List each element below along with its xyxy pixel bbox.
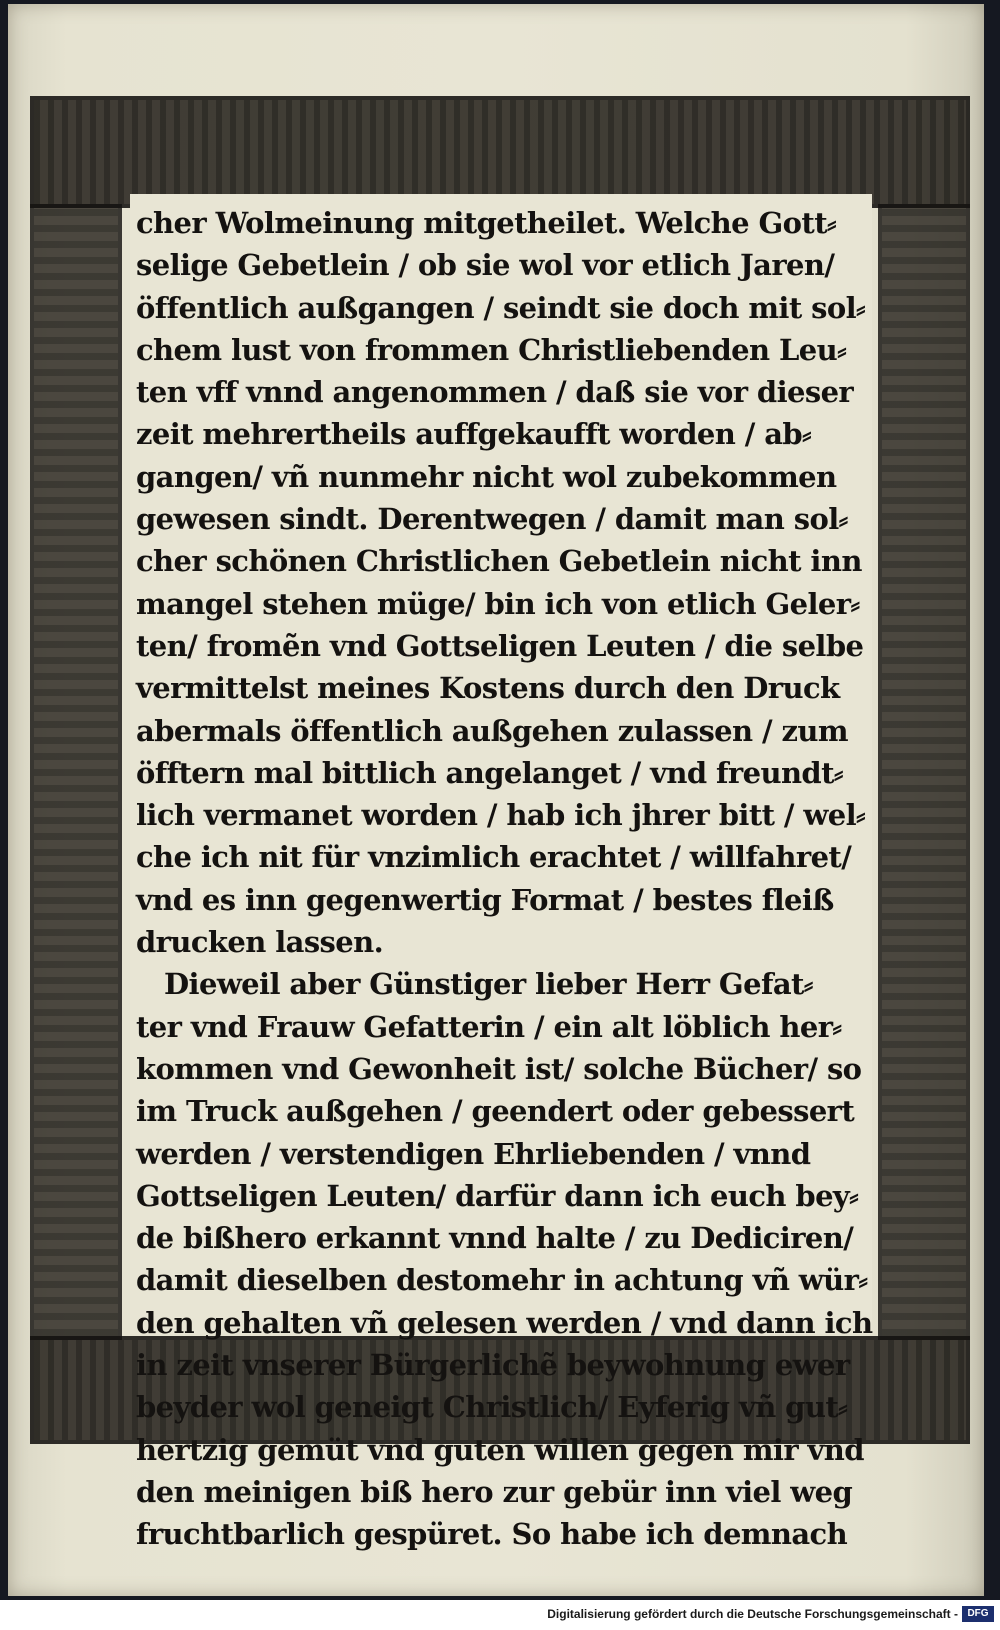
text-line: beyder wol geneigt Christlich/ Eyferig vñ gut⸗ (136, 1390, 848, 1425)
text-line: ter vnd Frauw Gefatterin / ein alt löblich her⸗ (136, 1009, 842, 1044)
footer-bar (0, 1600, 1000, 1630)
text-line: öffentlich außgangen / seindt sie doch mit sol⸗ (136, 290, 866, 325)
ornamental-border-right (878, 204, 970, 1340)
text-line: öfftern mal bittlich angelanget / vnd freundt⸗ (136, 755, 843, 790)
text-line: de bißhero erkannt vnnd halte / zu Dediciren/ (136, 1221, 854, 1256)
text-line: ten/ fromẽn vnd Gottseligen Leuten / die selbe (136, 628, 864, 663)
text-line: lich vermanet worden / hab ich jhrer bitt / wel⸗ (136, 798, 866, 833)
text-line: zeit mehrertheils auffgekaufft worden / ab⸗ (136, 417, 812, 452)
text-line: damit dieselben destomehr in achtung vñ wür⸗ (136, 1263, 868, 1298)
dfg-credit-text: Digitalisierung gefördert durch die Deutsche Forschungsgemeinschaft - (547, 1607, 958, 1621)
text-line: vnd es inn gegenwertig Format / bestes fleiß (136, 882, 834, 917)
text-line: che ich nit für vnzimlich erachtet / willfahret/ (136, 840, 852, 875)
ornamental-border-left (30, 204, 122, 1340)
text-line: werden / verstendigen Ehrliebenden / vnnd (136, 1136, 811, 1171)
text-line: hertzig gemüt vnd guten willen gegen mir vnd (136, 1432, 864, 1467)
text-line: gangen/ vñ nunmehr nicht wol zubekommen (136, 459, 837, 494)
text-line: cher Wolmeinung mitgetheilet. Welche Gott⸗ (136, 206, 837, 240)
text-line: gewesen sindt. Derentwegen / damit man sol⸗ (136, 502, 848, 537)
text-line: abermals öffentlich außgehen zulassen / zum (136, 713, 848, 748)
text-line: in zeit vnserer Bürgerlichẽ beywohnung ewer (136, 1348, 850, 1383)
text-line: den gehalten vñ gelesen werden / vnd dann ich (136, 1305, 873, 1340)
text-line: drucken lassen. (136, 925, 384, 960)
text-block (130, 194, 873, 1552)
text-line: den meinigen biß hero zur gebür inn viel weg (136, 1474, 853, 1509)
text-line: vermittelst meines Kostens durch den Druck (136, 671, 840, 706)
text-line: selige Gebetlein / ob sie wol vor etlich Jaren/ (136, 248, 835, 283)
text-line: chem lust von frommen Christliebenden Leu⸗ (136, 332, 847, 367)
book-page (8, 4, 984, 1596)
text-line: cher schönen Christlichen Gebetlein nicht inn (136, 544, 862, 579)
text-line: im Truck außgehen / geendert oder gebessert (136, 1094, 855, 1129)
text-line: kommen vnd Gewonheit ist/ solche Bücher/ so (136, 1051, 862, 1086)
text-line: Dieweil aber Günstiger lieber Herr Gefat⸗ (164, 967, 813, 1002)
dfg-logo: DFG (962, 1606, 994, 1622)
ornamental-border-top (30, 96, 970, 208)
text-line: ten vff vnnd angenommen / daß sie vor dieser (136, 375, 854, 410)
text-line: mangel stehen müge/ bin ich von etlich Geler⸗ (136, 586, 860, 621)
text-line: Gottseligen Leuten/ darfür dann ich euch bey⸗ (136, 1178, 859, 1213)
text-line: fruchtbarlich gespüret. So habe ich demnach (136, 1517, 848, 1552)
